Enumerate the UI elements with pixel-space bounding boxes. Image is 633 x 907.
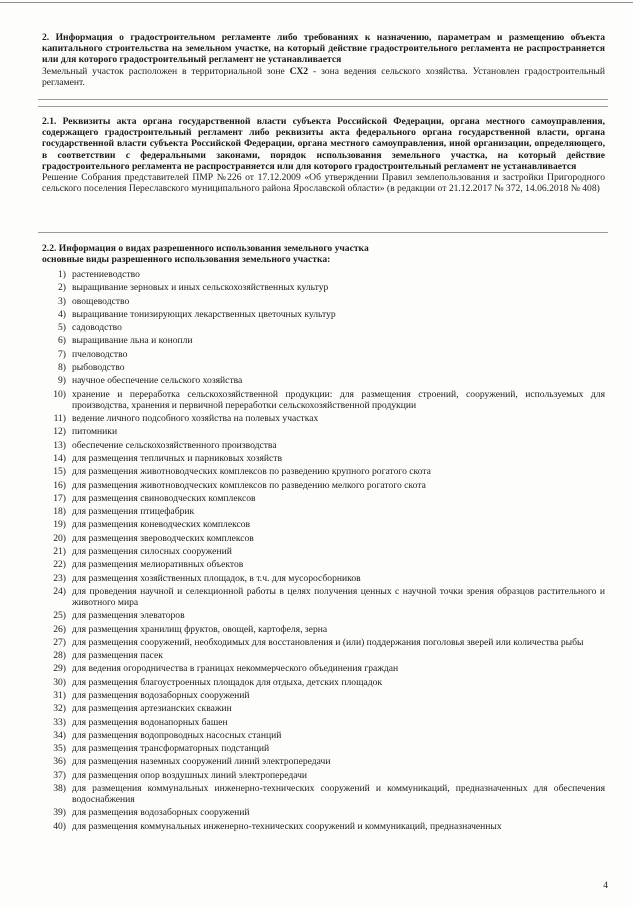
list-item-text: для проведения научной и селекционной работы в целях получения ценных с научной точки зрения образцов растительного и животного мира [72,585,605,608]
list-item-number: 12) [53,426,66,438]
list-item [42,453,605,464]
list-item [42,519,605,530]
list-item-number: 10) [53,388,66,400]
list-item-text: питомники [72,426,118,438]
list-item-number: 31) [53,690,66,701]
list-item-number: 32) [53,703,66,715]
list-item-text: выращивание зерновых и иных сельскохозяйственных культур [72,282,329,294]
list-item-text: для размещения благоустроенных площадок для отдыха, детских площадок [72,676,383,688]
section-divider [38,106,608,107]
page-number: 4 [603,880,608,891]
section-2 [42,32,605,88]
list-item-number: 3) [58,295,66,307]
list-item-number: 7) [58,348,66,360]
list-item-number: 20) [53,532,66,544]
list-item-text: для размещения коммунальных инженерно-технических сооружений и коммуникаций, предназначенных [72,820,502,832]
list-item [42,573,605,584]
list-item-number: 28) [53,650,66,662]
list-item-number: 23) [53,572,66,584]
list-item [42,586,605,608]
list-item-text: для ведения огородничества в границах некоммерческого объединения граждан [72,663,399,675]
list-item-number: 24) [53,585,66,597]
list-item-number: 33) [53,716,66,728]
list-item-number: 5) [58,322,66,334]
list-item [42,349,605,360]
list-item-text: для размещения хранилищ фруктов, овощей, картофеля, зерна [72,623,328,635]
list-item-text: пчеловодство [72,348,128,360]
list-item-number: 16) [53,479,66,491]
list-item-text: научное обеспечение сельского хозяйства [72,375,243,387]
list-item-number: 35) [53,743,66,755]
list-item-number: 26) [53,623,66,635]
list-item-number: 21) [53,545,66,557]
list-item [42,269,605,280]
list-item-number: 19) [53,519,66,531]
list-item [42,546,605,557]
list-item-text: для размещения опор воздушных линий электропередачи [72,769,308,781]
list-item-text: для размещения коневодческих комплексов [72,519,251,531]
list-item [42,493,605,504]
list-item-text: для размещения животноводческих комплексов по разведению мелкого рогатого скота [72,479,426,491]
list-item [42,282,605,293]
list-item [42,322,605,333]
list-item-number: 4) [58,308,66,320]
list-item-text: для размещения артезианских скважин [72,703,232,715]
list-item-text: овощеводство [72,295,130,307]
list-item [42,663,605,674]
list-item-number: 29) [53,663,66,675]
list-item [42,506,605,517]
list-item-text: для размещения коммунальных инженерно-технических сооружений и коммуникаций, предназначенных для обеспечения водоснабжения [72,783,605,806]
list-item-text: для размещения трансформаторных подстанций [72,743,270,755]
list-item-number: 8) [58,362,66,374]
list-item-text: ведение личного подсобного хозяйства на полевых участках [72,413,319,425]
section-2-2-heading: 2.2. Информация о видах разрешенного использования земельного участка [42,243,369,254]
list-item-number: 13) [53,439,66,451]
list-item [42,362,605,373]
list-item-number: 37) [53,769,66,781]
list-item-text: для размещения силосных сооружений [72,545,232,557]
list-item [42,426,605,437]
zone-description: - зона ведения сельского хозяйства. Установлен градостроительный регламент. [42,65,605,88]
list-item-number: 22) [53,559,66,571]
list-item-number: 15) [53,466,66,478]
list-item-text: для размещения элеваторов [72,610,185,622]
list-item-number: 1) [58,269,66,280]
list-item [42,309,605,320]
list-item-text: хранение и переработка сельскохозяйственной продукции: для размещения строений, сооружений, используемых для производства, хранения и первичной переработки сельскохозяйственной продукции [72,388,605,411]
list-item [42,756,605,767]
list-item-number: 6) [58,335,66,347]
list-item-text: для размещения хозяйственных площадок, в т.ч. для мусоросборников [72,572,361,584]
list-item-number: 17) [53,492,66,504]
list-item-text: для размещения свиноводческих комплексов [72,492,256,504]
section-divider [38,99,608,100]
list-item [42,677,605,688]
list-item-number: 9) [58,375,66,387]
list-item [42,610,605,621]
list-item-text: для размещения водонапорных башен [72,716,228,728]
list-item-number: 30) [53,676,66,688]
list-item [42,703,605,714]
list-item-number: 27) [53,636,66,648]
list-item [42,821,605,832]
list-item-number: 2) [58,282,66,294]
section-2-body [42,66,605,88]
list-item-number: 25) [53,610,66,622]
list-item [42,480,605,491]
list-item-text: обеспечение сельскохозяйственного производства [72,439,277,451]
list-item-text: для размещения мелиоративных объектов [72,559,244,571]
list-item-number: 38) [53,783,66,795]
list-item [42,559,605,570]
list-item [42,730,605,741]
list-item [42,533,605,544]
list-item [42,770,605,781]
list-item [42,690,605,701]
list-item-text: для размещения водопроводных насосных станций [72,729,282,741]
section-2-body-prefix: Земельный участок расположен в территориальной зоне [42,65,290,77]
list-item [42,717,605,728]
list-item [42,650,605,661]
list-item [42,335,605,346]
section-divider [38,232,608,233]
list-item [42,624,605,635]
list-item-text: растениеводство [72,269,140,280]
list-item [42,743,605,754]
list-item-number: 11) [53,413,66,425]
list-item-text: рыбоводство [72,362,125,374]
list-item [42,440,605,451]
zone-code: СХ2 [289,65,309,77]
list-item-text: для размещения животноводческих комплексов по разведению крупного рогатого скота [72,466,431,478]
top-border-line [0,2,633,3]
section-2-heading: 2. Информация о градостроительном регламенте либо требованиях к назначению, параметрам и размещению объекта капитального строительства на земельном участке, на который действие градостроительного регламента не распространяется или для которого градостроительный регламент не устанавливается [42,32,605,66]
section-2-1-body: Решение Собрания представителей ПМР №226 от 17.12.2009 «Об утверждении Правил землепользования и застройки Пригородного сельского поселения Переславского муниципального района Ярославской области» (в редакции от 21.12.2017 № 372, 14.06.2018 № 408) [42,172,605,195]
list-item [42,466,605,477]
list-item-text: садоводство [72,322,122,334]
list-item-number: 14) [53,452,66,464]
list-item-text: для размещения пасек [72,650,163,662]
section-2-1-heading: 2.1. Реквизиты акта органа государственной власти субъекта Российской Федерации, органа местного самоуправления, содержащего градостроительный регламент либо реквизиты акта федерального органа государственной власти, органа государственной власти субъекта Российской Федерации, органа местного самоуправления, иной организации, определяющего, в соответствии с федеральными законами, порядок использования земельного участка, на который действие градостроительного регламента не распространяется или для которого градостроительный регламент не устанавливается [42,116,605,172]
list-item-text: для размещения звероводческих комплексов [72,532,254,544]
list-item-number: 18) [53,506,66,518]
list-item [42,413,605,424]
section-2-2-subheading: основные виды разрешенного использования земельного участка: [42,254,331,266]
list-item [42,296,605,307]
permitted-uses-list [42,269,605,834]
list-item-text: выращивание тонизирующих лекарственных цветочных культур [72,308,336,320]
list-item [42,807,605,818]
list-item-text: выращивание льна и конопли [72,335,193,347]
list-item-number: 39) [53,807,66,819]
list-item-text: для размещения птицефабрик [72,506,195,518]
section-2-2-heading-block [42,243,605,265]
section-2-1 [42,116,605,194]
list-item-text: для размещения тепличных и парниковых хозяйств [72,452,283,464]
list-item [42,389,605,411]
list-item-number: 40) [53,820,66,832]
list-item-number: 36) [53,756,66,768]
list-item-text: для размещения водозаборных сооружений [72,690,250,701]
list-item-number: 34) [53,729,66,741]
list-item [42,783,605,805]
list-item-text: для размещения сооружений, необходимых для восстановления и (или) поддержания поголовья зверей или количества рыбы [72,636,584,648]
list-item [42,637,605,648]
list-item [42,375,605,386]
list-item-text: для размещения водозаборных сооружений [72,807,250,819]
list-item-text: для размещения наземных сооружений линий электропередачи [72,756,331,768]
